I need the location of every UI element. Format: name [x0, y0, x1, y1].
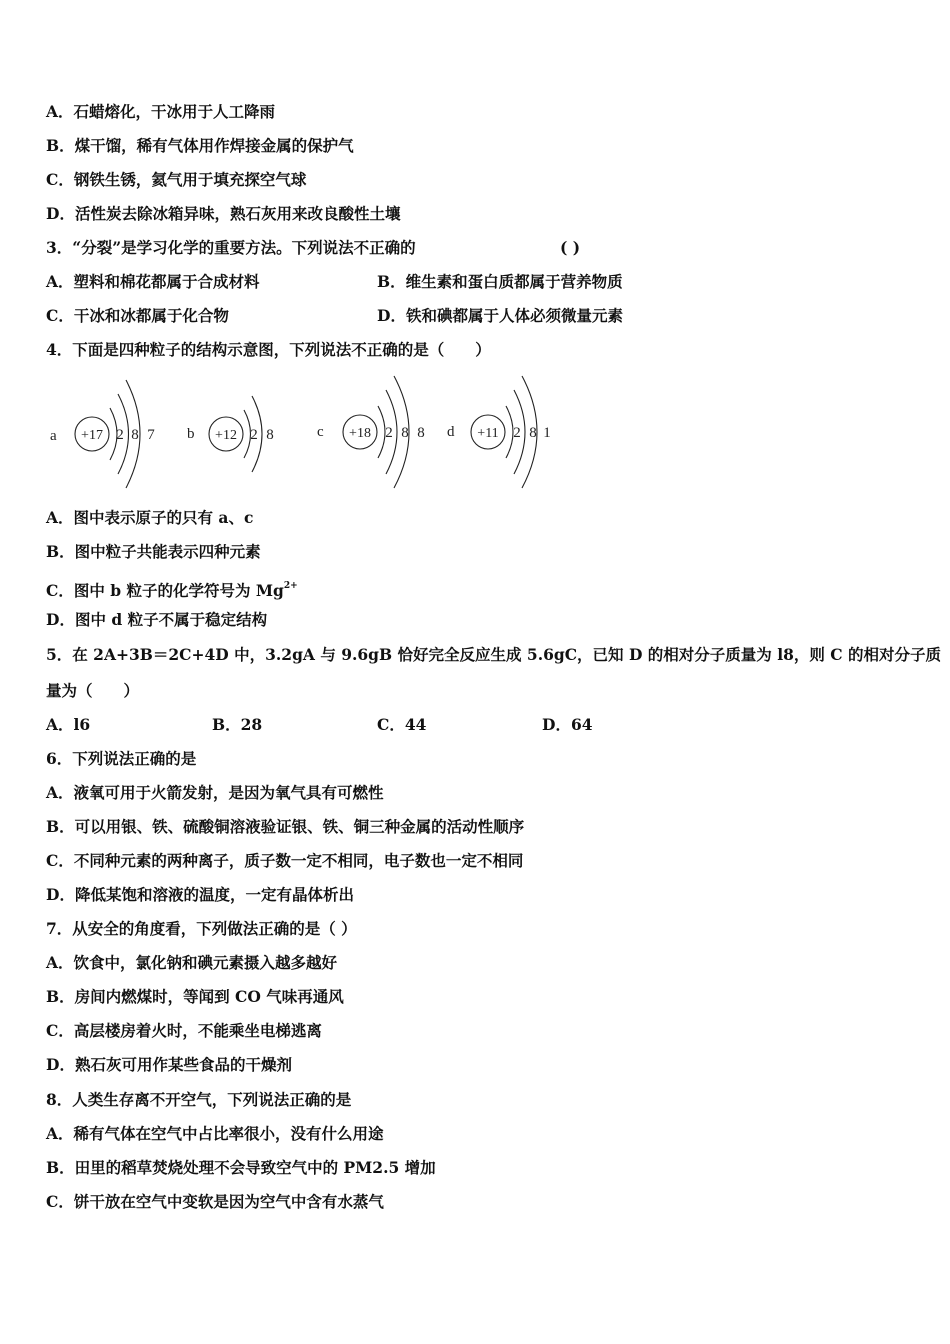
- particle-a-electrons-3: 7: [147, 427, 155, 443]
- particle-a-electrons-2: 8: [131, 427, 139, 443]
- q7-stem: 7．从安全的角度看，下列做法正确的是（ ）: [46, 919, 357, 938]
- q8-option-a: A．稀有气体在空气中占比率很小，没有什么用途: [46, 1124, 384, 1143]
- particle-a-nucleus: +17: [81, 428, 103, 443]
- q8-option-b: B．田里的稻草焚烧处理不会导致空气中的 PM2.5 增加: [46, 1158, 436, 1177]
- particle-structure-diagrams: [40, 372, 560, 490]
- q2-option-d: D．活性炭去除冰箱异味，熟石灰用来改良酸性土壤: [46, 204, 401, 223]
- q6-stem: 6．下列说法正确的是: [46, 749, 197, 768]
- particle-d-nucleus: +11: [477, 426, 499, 441]
- q4-stem: 4．下面是四种粒子的结构示意图，下列说法不正确的是（ ）: [46, 340, 491, 359]
- q5-option-d: D．64: [542, 715, 593, 734]
- q3-answer-paren: ( ): [560, 238, 581, 257]
- q5-stem-continued: 量为（ ）: [46, 681, 140, 700]
- q8-option-c: C．饼干放在空气中变软是因为空气中含有水蒸气: [46, 1192, 384, 1211]
- particle-c-electrons-3: 8: [417, 425, 425, 441]
- q4-option-d: D．图中 d 粒子不属于稳定结构: [46, 610, 268, 629]
- q4-option-c: [46, 576, 298, 601]
- particle-b-label: b: [187, 426, 195, 442]
- q5-stem: 5．在 2A+3B＝2C+4D 中，3.2gA 与 9.6gB 恰好完全反应生成 5.6gC，已知 D 的相对分子质量为 l8，则 C 的相对分子质: [46, 645, 941, 664]
- q7-option-a: A．饮食中，氯化钠和碘元素摄入越多越好: [46, 953, 338, 972]
- q5-option-b: B．28: [212, 715, 263, 734]
- particle-d-shell-1: [506, 406, 513, 458]
- particle-b-diagram: [187, 396, 274, 472]
- q6-option-b: B．可以用银、铁、硫酸铜溶液验证银、铁、铜三种金属的活动性顺序: [46, 817, 525, 836]
- particle-d-electrons-2: 8: [529, 425, 537, 441]
- particle-d-electrons-1: 2: [513, 425, 521, 441]
- particle-c-diagram: [317, 376, 425, 488]
- q3-stem: 3．“分裂”是学习化学的重要方法。下列说法不正确的: [46, 238, 416, 257]
- particle-b-nucleus: +12: [215, 428, 237, 443]
- particle-d-diagram: [447, 376, 551, 488]
- q7-option-b: B．房间内燃煤时，等闻到 CO 气味再通风: [46, 987, 344, 1006]
- q4-option-b: B．图中粒子共能表示四种元素: [46, 542, 261, 561]
- particle-d-electrons-3: 1: [543, 425, 551, 441]
- q4-option-c-charge: 2+: [283, 581, 298, 591]
- q5-option-c: C．44: [377, 715, 427, 734]
- q3-option-b: B．维生素和蛋白质都属于营养物质: [377, 272, 623, 291]
- q5-option-a: A．l6: [46, 715, 91, 734]
- q2-option-c: C．钢铁生锈，氦气用于填充探空气球: [46, 170, 307, 189]
- q4-option-c-text: C．图中 b 粒子的化学符号为 Mg: [46, 581, 284, 600]
- q3-option-c: C．干冰和冰都属于化合物: [46, 306, 229, 325]
- q6-option-c: C．不同种元素的两种离子，质子数一定不相同，电子数也一定不相同: [46, 851, 524, 870]
- particle-b-electrons-1: 2: [250, 427, 258, 443]
- particle-a-diagram: [50, 380, 155, 488]
- particle-a-label: a: [50, 428, 57, 444]
- q3-option-d: D．铁和碘都属于人体必须微量元素: [377, 306, 623, 325]
- q2-option-a: A．石蜡熔化，干冰用于人工降雨: [46, 102, 276, 121]
- q3-option-a: A．塑料和棉花都属于合成材料: [46, 272, 260, 291]
- q7-option-d: D．熟石灰可用作某些食品的干燥剂: [46, 1055, 292, 1074]
- particle-c-electrons-1: 2: [385, 425, 393, 441]
- q6-option-d: D．降低某饱和溶液的温度，一定有晶体析出: [46, 885, 354, 904]
- particle-a-electrons-1: 2: [116, 427, 124, 443]
- q7-option-c: C．高层楼房着火时，不能乘坐电梯逃离: [46, 1021, 322, 1040]
- particle-c-shell-1: [378, 406, 385, 458]
- particle-c-nucleus: +18: [349, 426, 371, 441]
- particle-c-label: c: [317, 424, 324, 440]
- particle-b-electrons-2: 8: [266, 427, 274, 443]
- q8-stem: 8．人类生存离不开空气，下列说法正确的是: [46, 1090, 352, 1109]
- q6-option-a: A．液氧可用于火箭发射，是因为氧气具有可燃性: [46, 783, 384, 802]
- q2-option-b: B．煤干馏，稀有气体用作焊接金属的保护气: [46, 136, 354, 155]
- q4-option-a: A．图中表示原子的只有 a、c: [46, 508, 254, 527]
- particle-d-label: d: [447, 424, 455, 440]
- particle-c-electrons-2: 8: [401, 425, 409, 441]
